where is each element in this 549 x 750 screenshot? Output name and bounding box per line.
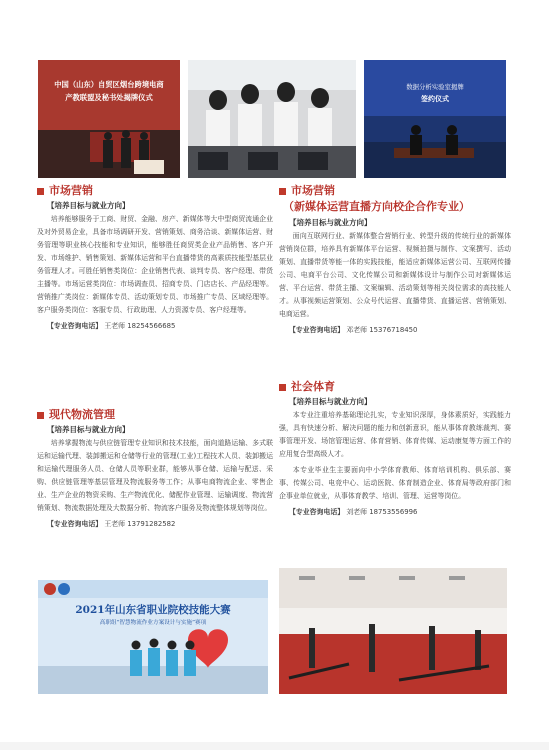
section-title [37,184,273,198]
contact-line [47,320,273,333]
ceremony-stage-illustration [38,60,180,178]
contact-value: 邓老师 15376718450 [346,326,418,334]
photo-gym [279,568,507,694]
ceremony-banner-line2: 产教联盟及秘书处揭牌仪式 [65,93,153,102]
contact-value: 刘老师 18753556996 [346,508,418,516]
competition-illustration [38,580,268,694]
goal-label: 【培养目标与就业方向】 [289,218,372,227]
section-subtitle: （新媒体运营直播方向校企合作专业） [283,200,470,213]
section-title-text: 现代物流管理 [49,408,115,421]
signing-banner-line1: 数据分析实验室揭牌 [406,83,464,91]
contact-line [47,518,273,531]
contact-value: 王老师 13791282582 [104,520,176,528]
section-new-media-marketing [279,184,511,337]
square-bullet-icon [37,188,44,195]
contact-label: 【专业咨询电话】 [289,326,345,334]
section-logistics [37,408,273,531]
square-bullet-icon [37,412,44,419]
section-body: 培养掌握物流与供应链管理专业知识和技术技能，面向道路运输、多式联运和运输代理、装卸搬运和仓储等行业的管理(工业)工程技术人员、装卸搬运和运输代理服务人员、仓储人员等职业群，能够从事仓储、运输与配送、采购、供应链管理等基层管理及物流服务等工作；从事电商物流企业、零售企业、生产企业的物资采购、生产物流优化、储配作业管理、运输调度、物流营销策划、物流数据处理及大数据分析、物流客户服务及物流整体规划等岗位。 [37,439,273,512]
goal-label: 【培养目标与就业方向】 [47,201,130,210]
signing-banner-line2: 签约仪式 [421,95,449,103]
section-body: 培养能够服务于工商、财贸、金融、房产、新媒体等大中型商贸流通企业及对外贸易企业，具备市场调研开发、营销策划、商务洽谈、新媒体运营、财务管理等职业核心技能和专业知识，能够胜任商贸类企业产品销售、客户开发、市场维护、销售策划、新媒体运营和平台直播带货的高素质技能型基层业务管理人才。可胜任销售类岗位：企业销售代表、谈判专员、客户经理、带货主播等。市场运营类岗位：市场调查员、招商专员、门店店长、产品经理等。营销推广类岗位：新媒体专员、活动策划专员、市场推广专员、区域经理等。客户服务类岗位：客服专员、行政助理、人力资源专员、客户经理等。 [37,215,273,314]
page-footer-strip [0,742,549,750]
contact-label: 【专业咨询电话】 [289,508,345,516]
section-title [37,408,273,422]
section-title-text: 市场营销 [291,184,335,197]
section-social-sports [279,380,511,519]
competition-title: 2021年山东省职业院校技能大赛 [75,604,231,616]
signing-illustration [364,60,506,178]
photo-ceremony-stage [38,60,180,178]
contact-line [289,324,511,337]
goal-label: 【培养目标与就业方向】 [289,397,372,406]
photo-skills-competition [38,580,268,694]
gym-illustration [279,568,507,694]
section-body-2: 本专业毕业生主要面向中小学体育教师、体育培训机构、俱乐部、赛事、传媒公司、电竞中心、运动医院、体育制造企业、体育局等政府部门和企事业单位就业，从事体育教学、培训、管理、运营等岗位。 [279,466,511,500]
section-marketing [37,184,273,333]
competition-subtitle: 高职组“智慧物流作业方案设计与实施”赛项 [99,620,207,626]
photo-signing-ceremony [364,60,506,178]
section-title [279,184,511,198]
section-title-text: 社会体育 [291,380,335,393]
goal-label: 【培养目标与就业方向】 [47,425,130,434]
section-title [279,380,511,394]
photo-classroom [188,60,356,178]
contact-line [289,506,511,519]
classroom-illustration [188,60,356,178]
section-title-text: 市场营销 [49,184,93,197]
ceremony-banner-line1: 中国（山东）自贸区烟台跨境电商 [54,80,164,89]
contact-value: 王老师 18254566685 [104,322,176,330]
section-body: 面向互联网行业、新媒体整合营销行业、转型升级的传统行业的新媒体营销岗位群，培养具有新媒体平台运营、视频拍摄与制作、文案撰写、活动策划、直播带货等能一体的实践技能，能适应新媒体运营公司、互联网传播公司、电商平台公司、文化传媒公司和新媒体设计与制作公司对新媒体运营、平台运营、带货主播、文案编辑、活动策划等相关岗位需求的高技能人才。从事视频运营策划、公众号代运营、直播带货、直播运营、营销策划、电商运营。 [279,232,511,318]
contact-label: 【专业咨询电话】 [47,520,103,528]
square-bullet-icon [279,188,286,195]
square-bullet-icon [279,384,286,391]
contact-label: 【专业咨询电话】 [47,322,103,330]
section-body: 本专业注重培养基础理论扎实，专业知识深厚，身体素质好，实践能力强，具有快速分析、解决问题的能力和创新意识，能从事体育教练裁判、赛事管理开发、场馆管理运营、体育营销、体育传媒、运动康复等方面工作的应用复合型高级人才。 [279,411,511,458]
